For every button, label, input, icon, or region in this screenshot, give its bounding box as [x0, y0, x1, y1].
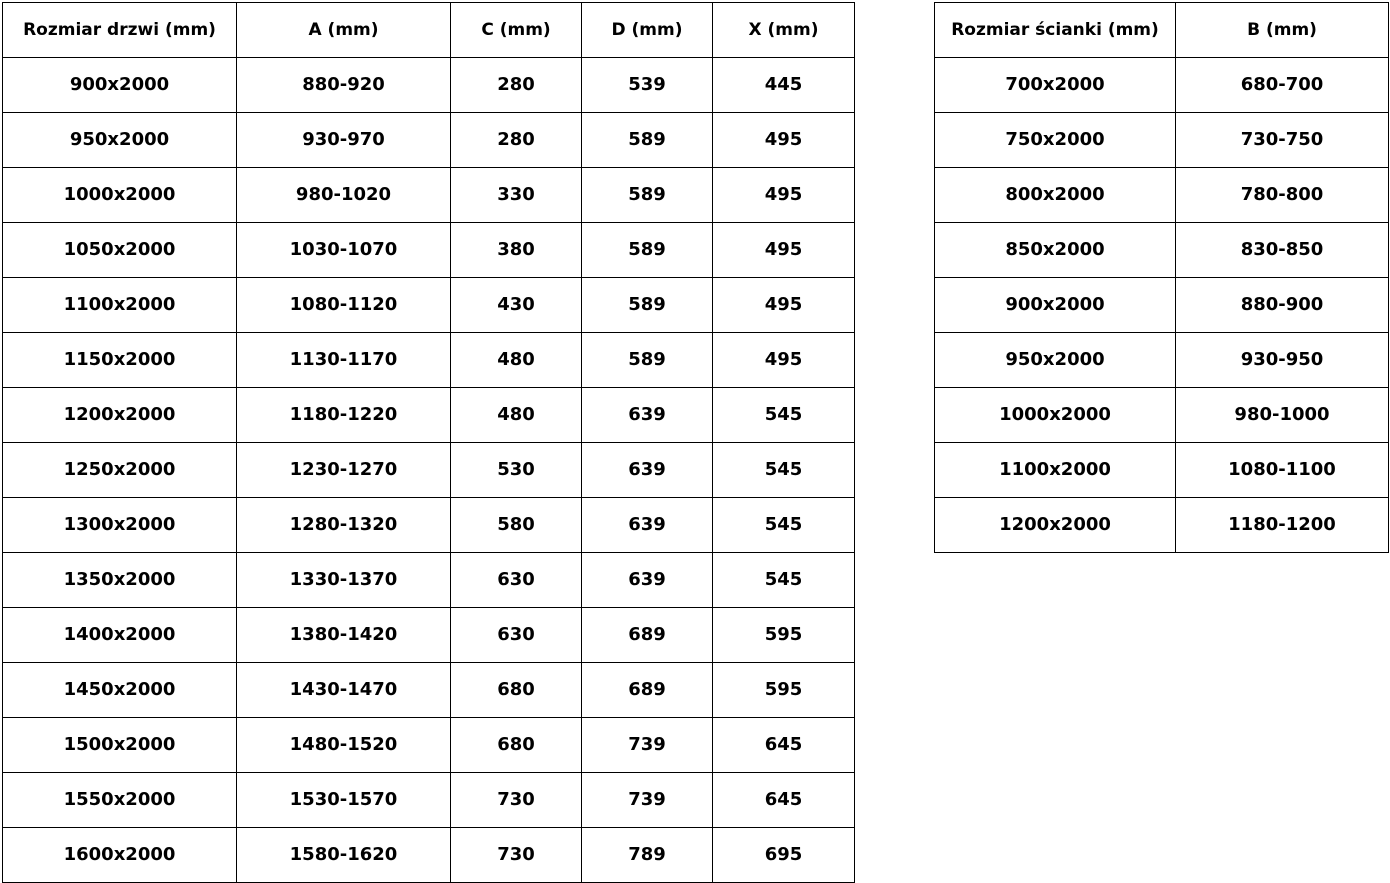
cell-wall-size: 700x2000 — [935, 58, 1176, 113]
cell-a: 1380-1420 — [237, 608, 451, 663]
cell-door-size: 1200x2000 — [3, 388, 237, 443]
cell-a: 1180-1220 — [237, 388, 451, 443]
cell-door-size: 1350x2000 — [3, 553, 237, 608]
cell-b: 980-1000 — [1176, 388, 1389, 443]
cell-d: 589 — [582, 113, 713, 168]
cell-c: 730 — [451, 773, 582, 828]
column-header-b: B (mm) — [1176, 3, 1389, 58]
cell-x: 595 — [713, 663, 855, 718]
cell-x: 445 — [713, 58, 855, 113]
table-row — [3, 113, 855, 168]
table-row — [3, 608, 855, 663]
cell-d: 639 — [582, 498, 713, 553]
door-size-table-body — [3, 58, 855, 883]
wall-size-table — [934, 2, 1389, 553]
cell-a: 1430-1470 — [237, 663, 451, 718]
table-row — [935, 498, 1389, 553]
cell-x: 545 — [713, 553, 855, 608]
table-row — [3, 333, 855, 388]
cell-a: 980-1020 — [237, 168, 451, 223]
column-header-wall-size: Rozmiar ścianki (mm) — [935, 3, 1176, 58]
table-row — [3, 443, 855, 498]
cell-wall-size: 1200x2000 — [935, 498, 1176, 553]
cell-door-size: 1550x2000 — [3, 773, 237, 828]
cell-a: 1280-1320 — [237, 498, 451, 553]
cell-door-size: 1250x2000 — [3, 443, 237, 498]
cell-door-size: 1000x2000 — [3, 168, 237, 223]
cell-x: 595 — [713, 608, 855, 663]
cell-door-size: 1300x2000 — [3, 498, 237, 553]
table-row — [935, 278, 1389, 333]
cell-x: 545 — [713, 443, 855, 498]
cell-door-size: 1600x2000 — [3, 828, 237, 883]
cell-b: 680-700 — [1176, 58, 1389, 113]
cell-wall-size: 800x2000 — [935, 168, 1176, 223]
cell-b: 730-750 — [1176, 113, 1389, 168]
cell-b: 830-850 — [1176, 223, 1389, 278]
table-row — [935, 168, 1389, 223]
cell-a: 1530-1570 — [237, 773, 451, 828]
cell-x: 695 — [713, 828, 855, 883]
table-row — [3, 223, 855, 278]
cell-x: 545 — [713, 388, 855, 443]
cell-wall-size: 900x2000 — [935, 278, 1176, 333]
cell-door-size: 950x2000 — [3, 113, 237, 168]
cell-door-size: 1150x2000 — [3, 333, 237, 388]
cell-door-size: 900x2000 — [3, 58, 237, 113]
cell-c: 280 — [451, 113, 582, 168]
table-row — [935, 333, 1389, 388]
cell-d: 589 — [582, 278, 713, 333]
cell-c: 380 — [451, 223, 582, 278]
table-row — [3, 773, 855, 828]
cell-d: 639 — [582, 443, 713, 498]
table-row — [3, 388, 855, 443]
cell-c: 680 — [451, 718, 582, 773]
cell-c: 630 — [451, 553, 582, 608]
cell-d: 639 — [582, 388, 713, 443]
table-row — [935, 388, 1389, 443]
cell-door-size: 1450x2000 — [3, 663, 237, 718]
door-size-table-header — [3, 3, 855, 58]
cell-c: 480 — [451, 388, 582, 443]
cell-d: 639 — [582, 553, 713, 608]
cell-b: 780-800 — [1176, 168, 1389, 223]
cell-d: 739 — [582, 718, 713, 773]
table-row — [3, 278, 855, 333]
wall-size-table-header — [935, 3, 1389, 58]
cell-a: 1130-1170 — [237, 333, 451, 388]
cell-d: 589 — [582, 168, 713, 223]
cell-x: 495 — [713, 168, 855, 223]
table-row — [3, 828, 855, 883]
cell-b: 880-900 — [1176, 278, 1389, 333]
cell-door-size: 1100x2000 — [3, 278, 237, 333]
cell-b: 930-950 — [1176, 333, 1389, 388]
column-header-x: X (mm) — [713, 3, 855, 58]
cell-a: 880-920 — [237, 58, 451, 113]
cell-x: 495 — [713, 223, 855, 278]
table-row — [935, 223, 1389, 278]
table-row — [935, 113, 1389, 168]
cell-a: 1030-1070 — [237, 223, 451, 278]
cell-wall-size: 1000x2000 — [935, 388, 1176, 443]
column-header-c: C (mm) — [451, 3, 582, 58]
cell-a: 930-970 — [237, 113, 451, 168]
cell-x: 495 — [713, 113, 855, 168]
table-row — [3, 498, 855, 553]
table-row — [3, 553, 855, 608]
cell-x: 495 — [713, 333, 855, 388]
cell-wall-size: 850x2000 — [935, 223, 1176, 278]
wall-size-table-body — [935, 58, 1389, 553]
cell-d: 589 — [582, 223, 713, 278]
cell-c: 330 — [451, 168, 582, 223]
cell-a: 1480-1520 — [237, 718, 451, 773]
table-row — [3, 718, 855, 773]
cell-b: 1080-1100 — [1176, 443, 1389, 498]
cell-door-size: 1050x2000 — [3, 223, 237, 278]
cell-door-size: 1400x2000 — [3, 608, 237, 663]
cell-a: 1580-1620 — [237, 828, 451, 883]
cell-wall-size: 950x2000 — [935, 333, 1176, 388]
cell-c: 680 — [451, 663, 582, 718]
cell-c: 280 — [451, 58, 582, 113]
cell-c: 530 — [451, 443, 582, 498]
column-header-a: A (mm) — [237, 3, 451, 58]
table-row — [3, 168, 855, 223]
cell-d: 539 — [582, 58, 713, 113]
cell-d: 739 — [582, 773, 713, 828]
table-row — [935, 443, 1389, 498]
cell-x: 645 — [713, 718, 855, 773]
cell-c: 730 — [451, 828, 582, 883]
cell-a: 1080-1120 — [237, 278, 451, 333]
door-size-table — [2, 2, 855, 883]
cell-a: 1230-1270 — [237, 443, 451, 498]
cell-b: 1180-1200 — [1176, 498, 1389, 553]
cell-x: 545 — [713, 498, 855, 553]
column-header-d: D (mm) — [582, 3, 713, 58]
cell-wall-size: 750x2000 — [935, 113, 1176, 168]
column-header-door-size: Rozmiar drzwi (mm) — [3, 3, 237, 58]
table-header-row — [3, 3, 855, 58]
cell-c: 430 — [451, 278, 582, 333]
cell-x: 645 — [713, 773, 855, 828]
table-header-row — [935, 3, 1389, 58]
cell-c: 630 — [451, 608, 582, 663]
cell-d: 789 — [582, 828, 713, 883]
table-row — [3, 58, 855, 113]
table-row — [3, 663, 855, 718]
cell-d: 689 — [582, 608, 713, 663]
cell-c: 480 — [451, 333, 582, 388]
cell-c: 580 — [451, 498, 582, 553]
cell-door-size: 1500x2000 — [3, 718, 237, 773]
table-row — [935, 58, 1389, 113]
cell-x: 495 — [713, 278, 855, 333]
cell-wall-size: 1100x2000 — [935, 443, 1176, 498]
cell-d: 589 — [582, 333, 713, 388]
cell-a: 1330-1370 — [237, 553, 451, 608]
cell-d: 689 — [582, 663, 713, 718]
